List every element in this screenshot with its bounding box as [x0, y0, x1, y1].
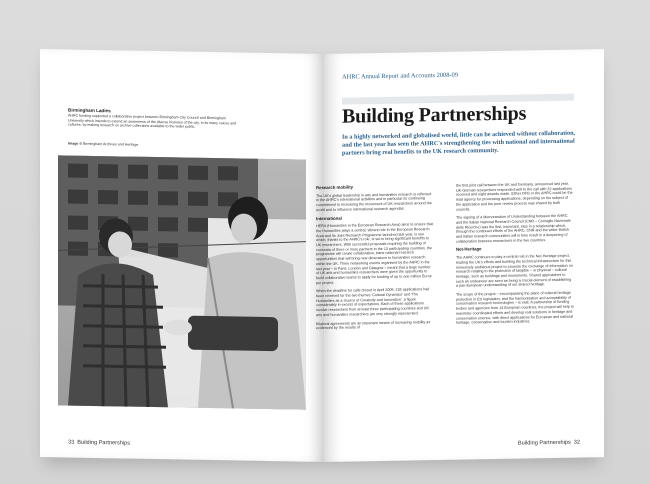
column-heading: International [316, 215, 342, 221]
column-heading: Net-Heritage [456, 246, 482, 253]
left-folio-title: Building Partnerships [77, 439, 131, 447]
left-page-number: 33 [68, 439, 75, 446]
caption-credit-text: Birmingham Archives and Heritage [83, 141, 139, 147]
black-and-white-photo [58, 155, 306, 409]
right-folio-title: Building Partnerships [517, 439, 571, 447]
column-left [316, 184, 434, 335]
right-page-number: 32 [573, 439, 580, 446]
column-heading: Research mobility [316, 184, 354, 191]
caption-text: AHRC funding supported a collaborative project between Birmingham City Council and Birmingham University which intends to extend an awareness of the diverse histories of the city, in its many voices and cultures, by making research on archive collections available to the wider public. [68, 113, 237, 129]
right-folio [515, 440, 580, 447]
column-paragraph: the first pilot call between the UK and Germany, announced last year. UK-German researchers responded well to the call with 32 applications received and eight awards made. Either DFG or the AHRC could be the lead agency for processing applications, depending on the subject of the application and the peer review process was shared by both councils. [456, 181, 573, 212]
right-page [316, 49, 604, 462]
caption-credit [68, 142, 138, 147]
column-right [456, 182, 574, 330]
page-title: Building Partnerships [342, 102, 527, 128]
report-header: AHRC Annual Report and Accounts 2008-09 [342, 71, 458, 81]
column-paragraph: The AHRC continues to play a central role in the Net-Heritage project, leading the UK's efforts and building the technical infrastructure for this immensely ambitious project to promote the exchange of information on research relating to the protection of tangible – or physical – cultural heritage, such as buildings and monuments. Shared approaches to such an endeavour are seen as being a crucial element of establishing a pan-European understanding of our shared heritage. [456, 253, 573, 289]
photo-illustration [58, 155, 306, 409]
column-paragraph: Bilateral agreements are an important means of increasing mobility as evidenced by the results of [316, 319, 431, 331]
column-paragraph: The signing of a Memorandum of Understanding between the AHRC and the Italian National Research Council (CNR – Consiglio Nazionale delle Ricerche) was the first, important, step in a relationship which, through the continued efforts of the AHRC, CNR and the wider British and Italian research communities will in time result in a deepening of collaboration between researchers in the two countries. [456, 213, 571, 244]
column-paragraph: HERA (Humanities in the European Research Area) aims to ensure that the Humanities plays a central, vibrant role in the European Research Area and its Joint Research Programme launched last year, is one which, thanks to the AHRC's role, is set to bring significant benefits to UK researchers. With successful proposals requiring the building of consortia of three or more partners in the 13 participating countries, the programme will create collaborative, trans-national research opportunities that will bring new dimensions to humanities research within the UK. Three networking events organised by the AHRC in the last year – in Paris, London and Glasgow – meant that a large number of UK arts and humanities researchers were given the opportunity to build collaborative teams to apply for funding of up to one million Euros per project. [316, 222, 433, 285]
left-folio [68, 440, 133, 447]
caption-credit-label: Image © [68, 141, 83, 146]
column-paragraph: When the deadline for calls closed in April 2009, 235 applications had been received for the two themes 'Cultural Dynamics' and 'The Humanities as a Source of Creativity and Innovation', a figure considerably in excess of expectations. Each of these applications involve researchers from at least three participating countries and UK arts and humanities researchers are very strongly represented. [316, 287, 430, 318]
column-paragraph: The UK's global leadership in arts and humanities research is reflected in the AHRC's international activities and in particular its continuing commitment to increasing the movement of UK researchers around the world and to influence international research agendas. [316, 191, 432, 212]
column-paragraph: The scope of the project – encompassing the place of cultural heritage protection in EU legislation, and the harmonisation and acceptability of conservation research technologies – is vast. A partnership of funding bodies and agencies from 14 European countries, the project will help to maximise coordinated efforts and develop real solutions in heritage and conservation science, with direct applications for European and national heritage, conservation and tourism industries. [456, 290, 574, 325]
intro-paragraph: In a highly networked and globalised world, little can be achieved without collaboration, and the last year has seen the AHRC's strengthening ties with national and international partners bring real benefits to the UK research community. [342, 129, 576, 157]
left-page [40, 49, 324, 462]
caption-title: Birmingham Ladies [68, 107, 111, 114]
